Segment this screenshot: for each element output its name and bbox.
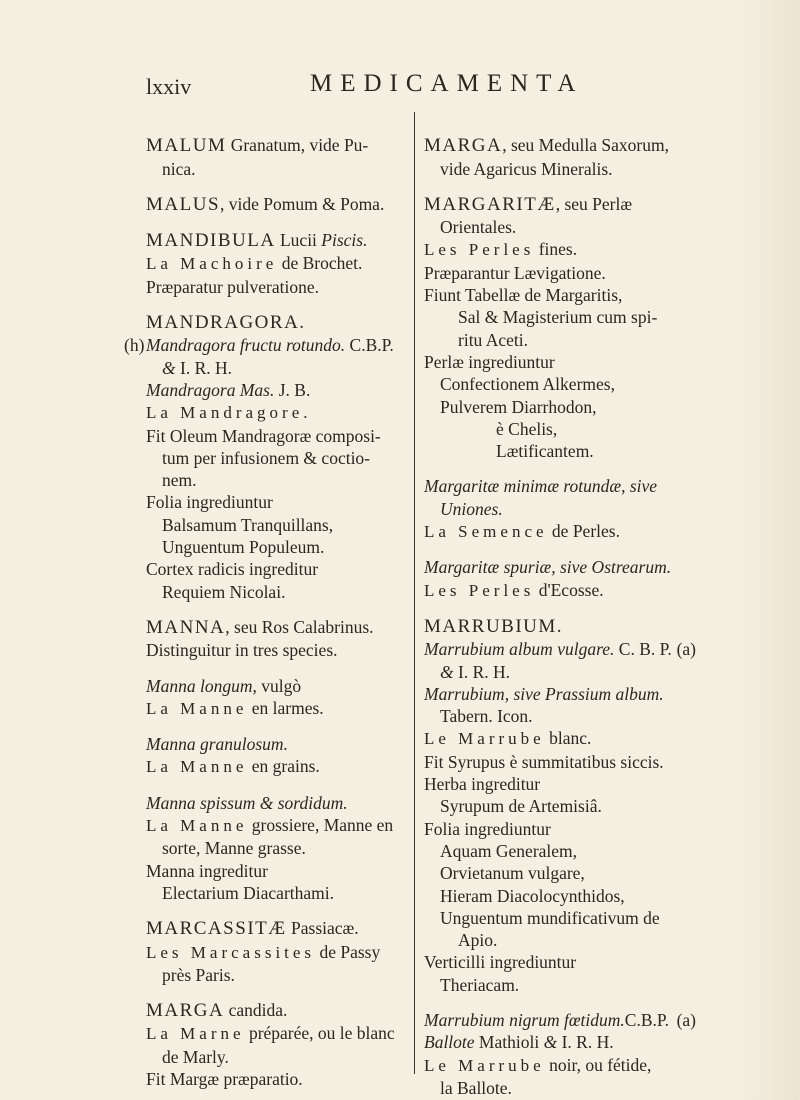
french-name: La Manne xyxy=(146,816,248,836)
italic-text: Marrubium, sive Prassium album. xyxy=(424,683,664,704)
entry-line xyxy=(146,917,410,940)
headword: MANNA xyxy=(146,616,226,638)
text-line: nem. xyxy=(162,470,197,491)
french-name: La Machoire xyxy=(146,254,278,274)
entry-line xyxy=(424,498,696,520)
entry-line xyxy=(424,1054,696,1077)
entry-line xyxy=(424,638,696,660)
entry-line xyxy=(124,334,410,356)
entry-gap xyxy=(146,986,410,999)
french-name: La Mandragore. xyxy=(146,403,312,423)
french-name: La Marne xyxy=(146,1024,245,1044)
right-column xyxy=(424,112,696,1099)
text-span: de Passy xyxy=(315,941,381,962)
italic-text: Marrubium album vulgare. xyxy=(424,639,615,660)
text-line: Præparatur pulveratione. xyxy=(146,276,320,297)
text-line: Requiem Nicolai. xyxy=(162,581,286,602)
text-line: Cortex radicis ingreditur xyxy=(146,559,319,580)
entry-line xyxy=(424,579,696,602)
entry-gap xyxy=(424,543,696,556)
text-span: Lucii xyxy=(275,230,322,251)
text-line: Fiunt Tabellæ de Margaritis, xyxy=(424,285,623,306)
entry-line xyxy=(146,229,410,252)
text-span: en larmes. xyxy=(247,697,324,718)
text-line: Aquam Generalem, xyxy=(440,840,578,861)
text-line: près Paris. xyxy=(162,964,235,985)
headword: MALUM xyxy=(146,135,227,157)
text-line: Fit Syrupus è summitatibus siccis. xyxy=(424,751,664,772)
text-line: de Marly. xyxy=(162,1046,229,1067)
text-span: fines. xyxy=(534,239,578,260)
text-line: Fit Margæ præparatio. xyxy=(146,1068,303,1089)
entry-line xyxy=(424,134,696,157)
italic-text: Marrubium nigrum fœtidum. xyxy=(424,1009,625,1030)
text-span: de Brochet. xyxy=(277,253,363,274)
column-divider xyxy=(414,112,415,1074)
entry-gap xyxy=(146,779,410,792)
text-span: , seu Ros Calabrinus. xyxy=(225,616,374,637)
italic-text: Piscis. xyxy=(321,230,368,251)
italic-text: Manna granulosum. xyxy=(146,734,288,755)
text-span: , vide Pomum & Poma. xyxy=(220,193,385,214)
text-line: Unguentum mundificativum de xyxy=(440,907,660,928)
margin-note: (a) xyxy=(676,639,696,660)
entry-line xyxy=(146,134,410,157)
entry-gap xyxy=(146,720,410,733)
entry-line xyxy=(424,615,696,638)
entry-line xyxy=(146,357,410,379)
text-span: Passiacæ. xyxy=(286,918,359,939)
text-line: Hieram Diacolocynthidos, xyxy=(440,885,625,906)
text-span: d'Ecosse. xyxy=(534,579,604,600)
french-name: La Semence xyxy=(424,522,548,542)
page-edge-shading xyxy=(740,0,800,1100)
text-span: candida. xyxy=(224,1000,288,1021)
italic-text: Margaritæ minimæ rotundæ, sive xyxy=(424,476,658,497)
text-line: la Ballote. xyxy=(440,1077,512,1098)
text-line: Pulverem Diarrhodon, xyxy=(440,396,597,417)
text-line: Folia ingrediuntur xyxy=(424,818,551,839)
entry-line xyxy=(146,252,410,275)
text-line: Theriacam. xyxy=(440,974,520,995)
entry-line xyxy=(146,697,410,720)
text-span: I. R. H. xyxy=(557,1032,614,1053)
text-span: C.B.P. xyxy=(624,1009,670,1030)
headword: MARRUBIUM. xyxy=(424,615,564,637)
text-line: Balsamum Tranquillans, xyxy=(162,514,334,535)
text-line xyxy=(424,112,696,134)
entry-gap xyxy=(146,216,410,229)
entry-gap xyxy=(424,996,696,1009)
text-span: C. B. P. xyxy=(614,639,672,660)
text-line: Manna ingreditur xyxy=(146,860,268,881)
italic-text: & xyxy=(162,357,176,378)
entry-line xyxy=(424,661,696,683)
entry-line xyxy=(424,1031,696,1053)
text-line: vide Agaricus Mineralis. xyxy=(440,158,613,179)
text-span: blanc. xyxy=(544,728,592,749)
entry-line xyxy=(424,238,696,261)
headword: MALUS xyxy=(146,193,221,215)
text-line: Verticilli ingrediuntur xyxy=(424,952,577,973)
entry-line xyxy=(424,556,696,578)
text-line: Electarium Diacarthami. xyxy=(162,882,335,903)
entry-gap xyxy=(424,602,696,615)
text-span: C.B.P. xyxy=(345,335,394,356)
page-header xyxy=(0,68,800,108)
headword: MANDIBULA xyxy=(146,230,276,252)
entry-line xyxy=(146,1022,410,1045)
italic-text: Margaritæ spuriæ, sive Ostrearum. xyxy=(424,557,672,578)
entry-line xyxy=(424,520,696,543)
french-name: Le Marrube xyxy=(424,729,545,749)
text-span: grossiere, Manne en xyxy=(247,815,394,836)
text-span: Granatum, vide Pu- xyxy=(226,135,369,156)
french-name: Les Perles xyxy=(424,240,535,260)
text-line: Perlæ ingrediuntur xyxy=(424,351,555,372)
text-line: Tabern. Icon. xyxy=(440,706,533,727)
entry-line xyxy=(424,193,696,216)
text-span: , seu Perlæ xyxy=(555,193,633,214)
margin-note: (a) xyxy=(676,1009,696,1030)
entry-line xyxy=(146,792,410,814)
entry-gap xyxy=(146,603,410,616)
entry-gap xyxy=(146,662,410,675)
entry-line xyxy=(424,475,696,497)
french-name: Les Perles xyxy=(424,580,535,600)
headword: MARCASSITÆ xyxy=(146,918,287,940)
text-span: J. B. xyxy=(274,379,311,400)
entry-line xyxy=(424,683,696,705)
french-name: Le Marrube xyxy=(424,1055,545,1075)
margin-note: (h) xyxy=(124,335,145,356)
text-line: nica. xyxy=(162,158,196,179)
entry-line xyxy=(424,727,696,750)
entry-gap xyxy=(424,462,696,475)
entry-gap xyxy=(146,298,410,311)
entry-line xyxy=(146,311,410,334)
entry-line xyxy=(146,193,410,216)
text-span: de Perles. xyxy=(547,521,620,542)
headword: MARGA xyxy=(146,1000,225,1022)
entry-line xyxy=(146,941,410,964)
text-span: noir, ou fétide, xyxy=(544,1054,652,1075)
entry-line xyxy=(146,379,410,401)
entry-line xyxy=(146,755,410,778)
french-name: La Manne xyxy=(146,757,248,777)
text-line: Orientales. xyxy=(440,217,517,238)
text-line: Distinguitur in tres species. xyxy=(146,640,338,661)
entry-line xyxy=(424,1009,696,1031)
entry-line xyxy=(146,999,410,1022)
entry-line xyxy=(146,401,410,424)
italic-text: & xyxy=(543,1032,558,1053)
italic-text: Manna longum xyxy=(146,675,253,696)
text-line: tum per infusionem & coctio- xyxy=(162,447,371,468)
text-line: Syrupum de Artemisiâ. xyxy=(440,796,602,817)
text-line: ritu Aceti. xyxy=(458,329,528,350)
text-line: Confectionem Alkermes, xyxy=(440,374,615,395)
italic-text: Mandragora fructu rotundo. xyxy=(146,335,346,356)
text-span: préparée, ou le blanc xyxy=(244,1023,395,1044)
headword: MARGA xyxy=(424,135,503,157)
running-title: MEDICAMENTA xyxy=(310,70,584,97)
text-line: Apio. xyxy=(458,930,498,951)
headword: MANDRAGORA. xyxy=(146,312,306,334)
italic-text: Ballote xyxy=(424,1032,475,1053)
french-name: La Manne xyxy=(146,698,248,718)
italic-text: Manna spissum & sordidum. xyxy=(146,792,348,813)
left-column xyxy=(124,112,410,1090)
italic-text: Mandragora Mas. xyxy=(146,379,275,400)
text-span: , seu Medulla Saxorum, xyxy=(502,135,669,156)
entry-line xyxy=(146,675,410,697)
entry-line xyxy=(146,733,410,755)
italic-text: Uniones. xyxy=(440,498,503,519)
text-span: I. R. H. xyxy=(453,661,511,682)
entry-line xyxy=(146,814,410,837)
entry-gap xyxy=(424,180,696,193)
page-number: lxxiv xyxy=(146,74,192,99)
italic-text: & xyxy=(440,661,454,682)
text-line: Herba ingreditur xyxy=(424,774,541,795)
french-name: Les Marcassites xyxy=(146,942,316,962)
text-line: Folia ingrediuntur xyxy=(146,492,273,513)
text-span: , vulgò xyxy=(252,675,302,696)
text-span: I. R. H. xyxy=(175,357,233,378)
text-line: sorte, Manne grasse. xyxy=(162,838,306,859)
entry-gap xyxy=(146,180,410,193)
text-line: è Chelis, xyxy=(496,418,558,439)
entry-line xyxy=(146,616,410,639)
text-span: en grains. xyxy=(247,756,320,777)
entry-gap xyxy=(146,904,410,917)
text-line: Orvietanum vulgare, xyxy=(440,863,585,884)
text-line xyxy=(146,112,410,134)
text-line: Fit Oleum Mandragoræ composi- xyxy=(146,425,381,446)
headword: MARGARITÆ xyxy=(424,193,556,215)
text-line: Sal & Magisterium cum spi- xyxy=(458,307,658,328)
text-line: Præparantur Lævigatione. xyxy=(424,262,606,283)
text-span: Mathioli xyxy=(474,1032,544,1053)
text-line: Lætificantem. xyxy=(496,441,594,462)
text-line: Unguentum Populeum. xyxy=(162,537,325,558)
